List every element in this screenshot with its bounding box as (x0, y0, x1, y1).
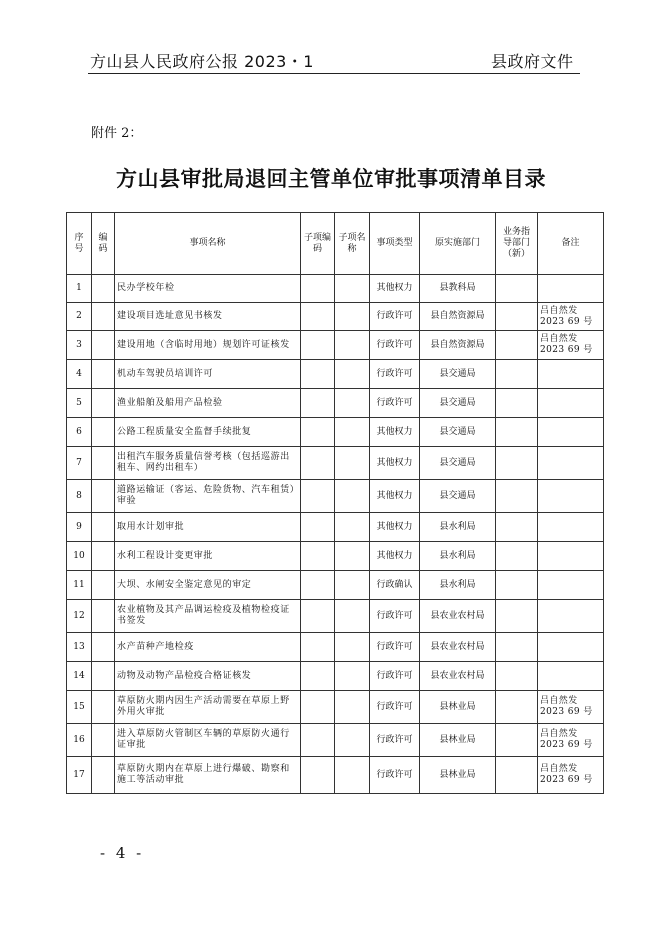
cell-biz-dept (496, 303, 538, 331)
cell-name: 大坝、水闸安全鉴定意见的审定 (115, 571, 301, 600)
cell-sub-name (335, 571, 370, 600)
cell-seq: 14 (67, 662, 92, 691)
cell-sub-name (335, 633, 370, 662)
cell-dept: 县水利局 (420, 513, 496, 542)
cell-sub-name (335, 662, 370, 691)
cell-type: 行政许可 (370, 757, 420, 794)
cell-sub-code (301, 662, 335, 691)
table-row (67, 571, 604, 600)
table-row (67, 757, 604, 794)
cell-name: 道路运输证（客运、危险货物、汽车租赁）审验 (115, 480, 301, 513)
cell-name: 草原防火期内在草原上进行爆破、勘察和施工等活动审批 (115, 757, 301, 794)
items-table (66, 212, 604, 794)
bulletin-header-title: 方山县人民政府公报 2023・1 (90, 52, 314, 71)
cell-seq: 16 (67, 724, 92, 757)
cell-name: 动物及动物产品检疫合格证核发 (115, 662, 301, 691)
cell-biz-dept (496, 633, 538, 662)
cell-note (538, 571, 604, 600)
cell-sub-name (335, 360, 370, 389)
cell-biz-dept (496, 724, 538, 757)
table-row (67, 542, 604, 571)
cell-code (92, 633, 115, 662)
cell-sub-name (335, 724, 370, 757)
table-row (67, 513, 604, 542)
cell-biz-dept (496, 331, 538, 360)
cell-dept: 县林业局 (420, 691, 496, 724)
cell-dept: 县教科局 (420, 275, 496, 303)
cell-sub-code (301, 360, 335, 389)
cell-biz-dept (496, 691, 538, 724)
cell-sub-code (301, 571, 335, 600)
cell-seq: 2 (67, 303, 92, 331)
cell-name: 渔业船舶及船用产品检验 (115, 389, 301, 418)
cell-code (92, 724, 115, 757)
table-header-row (67, 213, 604, 275)
cell-sub-code (301, 447, 335, 480)
cell-name: 建设项目选址意见书核发 (115, 303, 301, 331)
cell-note (538, 513, 604, 542)
cell-name: 机动车驾驶员培训许可 (115, 360, 301, 389)
cell-note: 吕自然发 2023 69 号 (538, 724, 604, 757)
cell-sub-name (335, 275, 370, 303)
cell-sub-code (301, 757, 335, 794)
table-row (67, 662, 604, 691)
cell-sub-name (335, 691, 370, 724)
cell-dept: 县农业农村局 (420, 633, 496, 662)
section-header-label: 县政府文件 (491, 52, 574, 71)
cell-biz-dept (496, 662, 538, 691)
cell-note (538, 600, 604, 633)
table-row (67, 275, 604, 303)
cell-name: 进入草原防火管制区车辆的草原防火通行证审批 (115, 724, 301, 757)
cell-name: 公路工程质量安全监督手续批复 (115, 418, 301, 447)
cell-note: 吕自然发 2023 69 号 (538, 303, 604, 331)
cell-sub-name (335, 331, 370, 360)
column-header-biz-dept: 业务指导部门（新） (496, 213, 538, 275)
cell-sub-name (335, 600, 370, 633)
cell-code (92, 757, 115, 794)
cell-sub-code (301, 418, 335, 447)
cell-seq: 15 (67, 691, 92, 724)
cell-seq: 6 (67, 418, 92, 447)
cell-sub-name (335, 480, 370, 513)
cell-seq: 5 (67, 389, 92, 418)
cell-seq: 4 (67, 360, 92, 389)
cell-type: 行政许可 (370, 600, 420, 633)
cell-type: 行政确认 (370, 571, 420, 600)
column-header-sub-code: 子项编码 (301, 213, 335, 275)
cell-seq: 10 (67, 542, 92, 571)
attachment-label: 附件 2： (91, 126, 143, 141)
column-header-note: 备注 (538, 213, 604, 275)
cell-sub-code (301, 542, 335, 571)
cell-type: 行政许可 (370, 389, 420, 418)
cell-sub-name (335, 303, 370, 331)
cell-code (92, 480, 115, 513)
cell-dept: 县水利局 (420, 542, 496, 571)
cell-sub-code (301, 513, 335, 542)
cell-type: 其他权力 (370, 447, 420, 480)
cell-sub-code (301, 303, 335, 331)
column-header-type: 事项类型 (370, 213, 420, 275)
cell-biz-dept (496, 757, 538, 794)
cell-name: 出租汽车服务质量信誉考核（包括巡游出租车、网约出租车） (115, 447, 301, 480)
cell-dept: 县自然资源局 (420, 331, 496, 360)
cell-note (538, 447, 604, 480)
cell-note (538, 418, 604, 447)
cell-dept: 县水利局 (420, 571, 496, 600)
cell-type: 行政许可 (370, 633, 420, 662)
cell-code (92, 513, 115, 542)
cell-note (538, 389, 604, 418)
cell-type: 行政许可 (370, 331, 420, 360)
cell-type: 行政许可 (370, 662, 420, 691)
cell-dept: 县农业农村局 (420, 600, 496, 633)
cell-sub-name (335, 447, 370, 480)
cell-note (538, 633, 604, 662)
cell-biz-dept (496, 360, 538, 389)
cell-code (92, 418, 115, 447)
cell-note (538, 542, 604, 571)
cell-code (92, 303, 115, 331)
cell-biz-dept (496, 275, 538, 303)
cell-biz-dept (496, 600, 538, 633)
cell-dept: 县交通局 (420, 389, 496, 418)
table-row (67, 303, 604, 331)
cell-biz-dept (496, 542, 538, 571)
cell-type: 其他权力 (370, 542, 420, 571)
cell-dept: 县交通局 (420, 447, 496, 480)
cell-seq: 11 (67, 571, 92, 600)
cell-dept: 县农业农村局 (420, 662, 496, 691)
cell-name: 草原防火期内因生产活动需要在草原上野外用火审批 (115, 691, 301, 724)
table-row (67, 633, 604, 662)
cell-dept: 县林业局 (420, 724, 496, 757)
table-row (67, 418, 604, 447)
cell-note: 吕自然发 2023 69 号 (538, 691, 604, 724)
cell-sub-code (301, 389, 335, 418)
cell-seq: 13 (67, 633, 92, 662)
cell-name: 建设用地（含临时用地）规划许可证核发 (115, 331, 301, 360)
cell-sub-name (335, 513, 370, 542)
cell-sub-name (335, 418, 370, 447)
cell-sub-code (301, 331, 335, 360)
cell-biz-dept (496, 513, 538, 542)
column-header-dept: 原实施部门 (420, 213, 496, 275)
column-header-name: 事项名称 (115, 213, 301, 275)
cell-type: 行政许可 (370, 360, 420, 389)
table-row (67, 447, 604, 480)
table-row (67, 389, 604, 418)
cell-sub-code (301, 691, 335, 724)
cell-type: 其他权力 (370, 418, 420, 447)
cell-sub-code (301, 600, 335, 633)
table-row (67, 331, 604, 360)
cell-note (538, 662, 604, 691)
cell-seq: 17 (67, 757, 92, 794)
cell-sub-name (335, 389, 370, 418)
cell-note: 吕自然发 2023 69 号 (538, 331, 604, 360)
cell-biz-dept (496, 480, 538, 513)
column-header-code: 编码 (92, 213, 115, 275)
cell-dept: 县交通局 (420, 418, 496, 447)
cell-seq: 9 (67, 513, 92, 542)
cell-type: 其他权力 (370, 275, 420, 303)
cell-note: 吕自然发 2023 69 号 (538, 757, 604, 794)
cell-type: 行政许可 (370, 724, 420, 757)
cell-note (538, 480, 604, 513)
cell-name: 农业植物及其产品调运检疫及植物检疫证书签发 (115, 600, 301, 633)
table-row (67, 691, 604, 724)
cell-biz-dept (496, 389, 538, 418)
cell-sub-name (335, 757, 370, 794)
table-row (67, 480, 604, 513)
cell-note (538, 275, 604, 303)
cell-code (92, 662, 115, 691)
cell-biz-dept (496, 571, 538, 600)
cell-name: 取用水计划审批 (115, 513, 301, 542)
cell-biz-dept (496, 418, 538, 447)
cell-type: 行政许可 (370, 691, 420, 724)
cell-sub-code (301, 480, 335, 513)
cell-code (92, 389, 115, 418)
table-row (67, 360, 604, 389)
cell-type: 其他权力 (370, 480, 420, 513)
cell-code (92, 275, 115, 303)
cell-type: 其他权力 (370, 513, 420, 542)
cell-code (92, 691, 115, 724)
cell-note (538, 360, 604, 389)
page-title: 方山县审批局退回主管单位审批事项清单目录 (116, 166, 546, 191)
cell-name: 水利工程设计变更审批 (115, 542, 301, 571)
cell-name: 水产苗种产地检疫 (115, 633, 301, 662)
cell-sub-code (301, 275, 335, 303)
cell-biz-dept (496, 447, 538, 480)
cell-code (92, 331, 115, 360)
cell-dept: 县自然资源局 (420, 303, 496, 331)
table-row (67, 724, 604, 757)
page-number: - 4 - (100, 844, 145, 862)
cell-code (92, 600, 115, 633)
cell-sub-name (335, 542, 370, 571)
column-header-seq: 序号 (67, 213, 92, 275)
cell-code (92, 447, 115, 480)
cell-type: 行政许可 (370, 303, 420, 331)
cell-code (92, 360, 115, 389)
cell-code (92, 542, 115, 571)
cell-seq: 1 (67, 275, 92, 303)
cell-seq: 8 (67, 480, 92, 513)
header-divider (88, 73, 580, 74)
cell-code (92, 571, 115, 600)
cell-sub-code (301, 633, 335, 662)
cell-seq: 7 (67, 447, 92, 480)
table-row (67, 600, 604, 633)
cell-seq: 12 (67, 600, 92, 633)
cell-dept: 县交通局 (420, 480, 496, 513)
cell-dept: 县交通局 (420, 360, 496, 389)
cell-name: 民办学校年检 (115, 275, 301, 303)
column-header-sub-name: 子项名称 (335, 213, 370, 275)
cell-dept: 县林业局 (420, 757, 496, 794)
cell-seq: 3 (67, 331, 92, 360)
cell-sub-code (301, 724, 335, 757)
